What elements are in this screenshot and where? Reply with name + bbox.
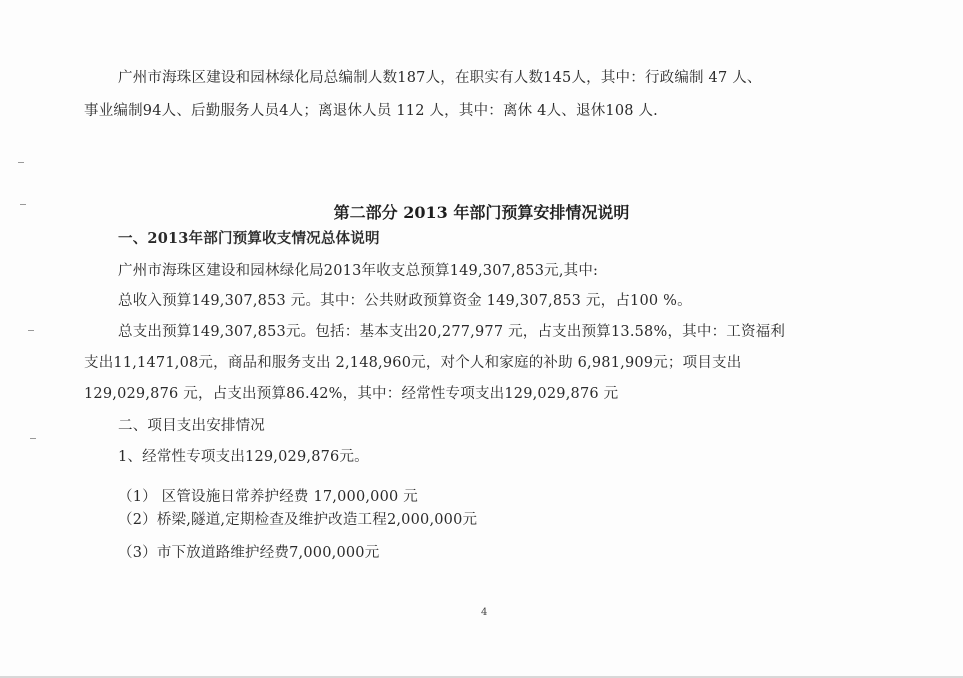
expense-line-1: 总支出预算149,307,853元。包括：基本支出20,277,977 元，占支出预算13.58%，其中：工资福利 [118, 324, 786, 340]
scan-mark [28, 330, 34, 331]
part2-title: 第二部分 2013 年部门预算安排情况说明 [333, 203, 630, 222]
intro-line-2: 事业编制94人、后勤服务人员4人；离退休人员 112 人，其中：离休 4人、退休108 人. [84, 103, 658, 119]
sub-item-1: （1） 区管设施日常养护经费 17,000,000 元 [118, 489, 418, 505]
section2-heading: 二、项目支出安排情况 [118, 418, 265, 434]
intro-line-1: 广州市海珠区建设和园林绿化局总编制人数187人，在职实有人数145人，其中：行政编制 47 人、 [118, 70, 762, 86]
scan-mark [20, 204, 26, 205]
sub-item-2: （2）桥梁,隧道,定期检查及维护改造工程2,000,000元 [118, 512, 478, 528]
scan-mark [30, 438, 36, 439]
section1-heading: 一、2013年部门预算收支情况总体说明 [118, 230, 380, 247]
scan-mark [18, 162, 24, 163]
sub-item-3: （3）市下放道路维护经费7,000,000元 [118, 545, 380, 561]
expense-line-2: 支出11,1471,08元，商品和服务支出 2,148,960元，对个人和家庭的补助 6,981,909元；项目支出 [84, 355, 742, 371]
page-number: 4 [481, 607, 488, 618]
income-line: 总收入预算149,307,853 元。其中：公共财政预算资金 149,307,853 元，占100 %。 [118, 293, 692, 309]
budget-summary: 广州市海珠区建设和园林绿化局2013年收支总预算149,307,853元,其中: [118, 263, 599, 279]
expense-line-3: 129,029,876 元，占支出预算86.42%，其中：经常性专项支出129,029,876 元 [84, 386, 619, 402]
item-1: 1、经常性专项支出129,029,876元。 [118, 449, 369, 465]
